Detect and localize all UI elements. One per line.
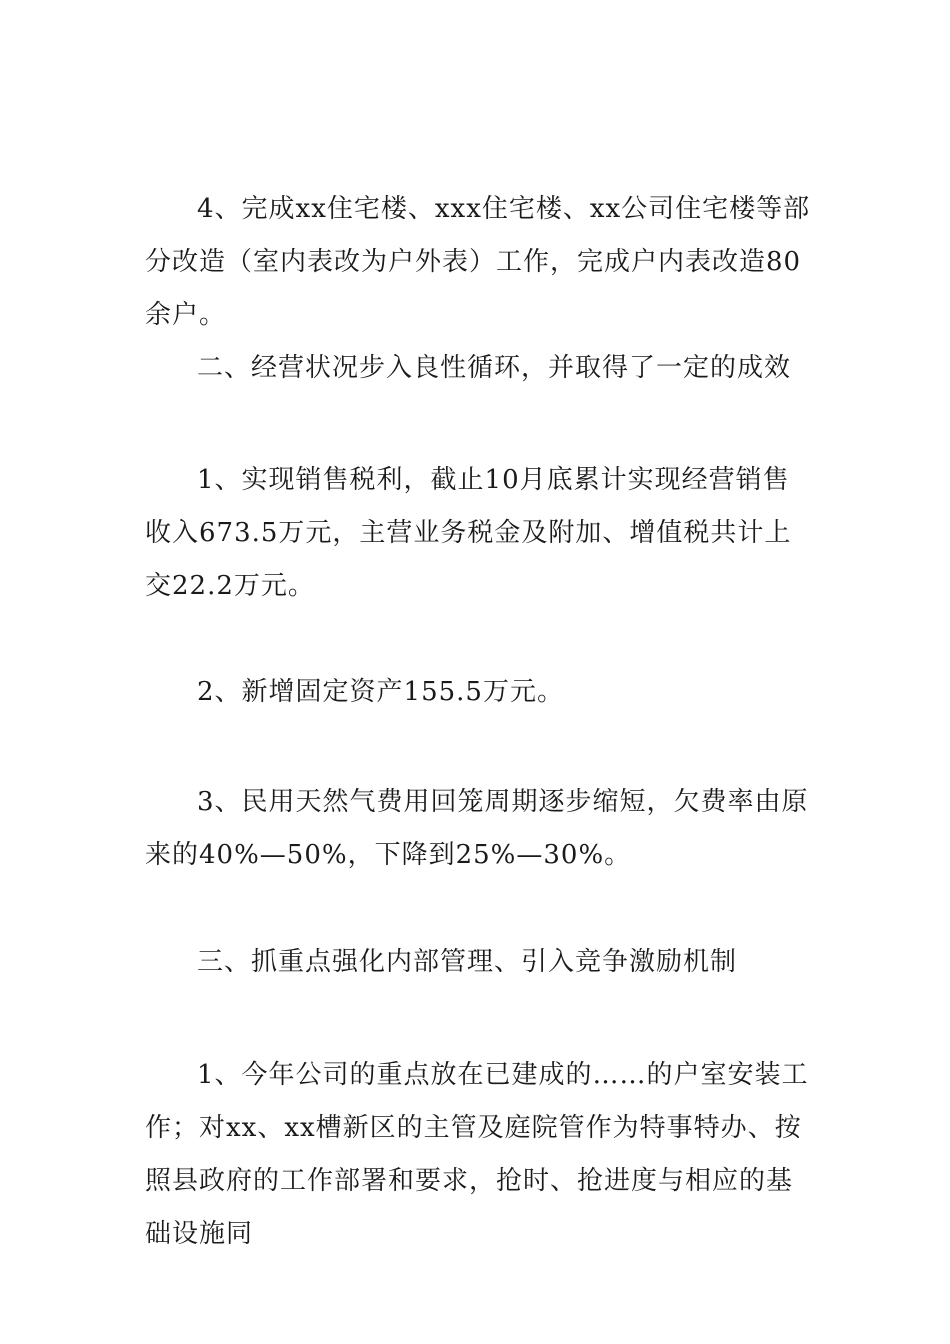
paragraph-item-3-fees: 3、民用天然气费用回笼周期逐步缩短，欠费率由原来的40%—50%，下降到25%—30%。 bbox=[145, 787, 809, 870]
paragraph-item-2-assets: 2、新增固定资产155.5万元。 bbox=[197, 677, 564, 707]
paragraph-item-1-sales: 1、实现销售税利，截止10月底累计实现经营销售收入673.5万元，主营业务税金及附加、增值税共计上交22.2万元。 bbox=[145, 465, 792, 601]
paragraph-item-4-renovation: 4、完成xx住宅楼、xxx住宅楼、xx公司住宅楼等部分改造（室内表改为户外表）工作，完成户内表改造80余户。 bbox=[145, 194, 811, 330]
section-heading-3: 三、抓重点强化内部管理、引入竞争激励机制 bbox=[197, 947, 738, 977]
paragraph-item-1-installation: 1、今年公司的重点放在已建成的……的户室安装工作；对xx、xx槽新区的主管及庭院管作为特事特办、按照县政府的工作部署和要求，抢时、抢进度与相应的基础设施同 bbox=[145, 1060, 809, 1249]
section-heading-2: 二、经营状况步入良性循环，并取得了一定的成效 bbox=[197, 353, 792, 383]
